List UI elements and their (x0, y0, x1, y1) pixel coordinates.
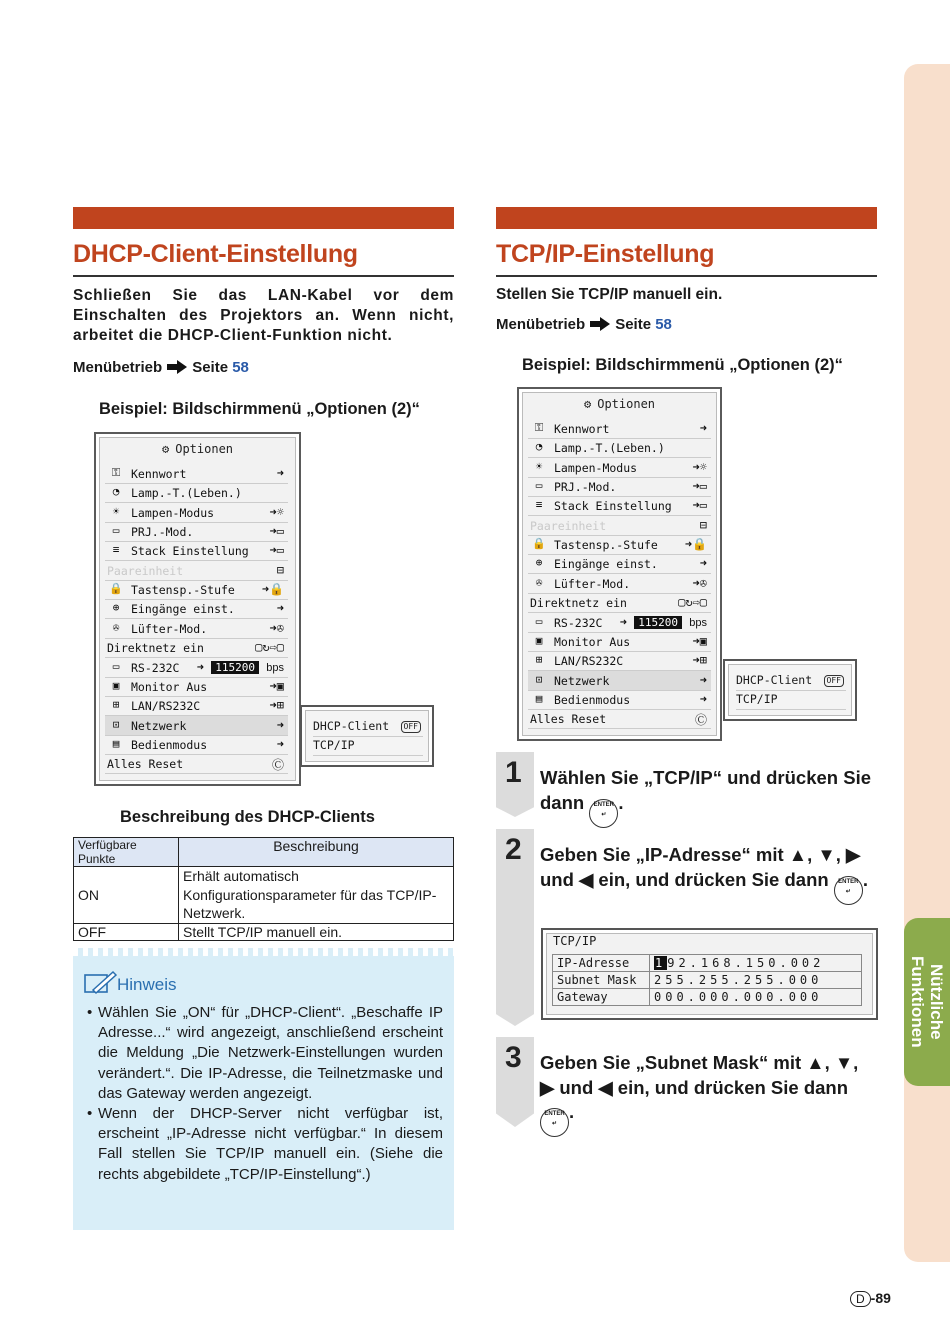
right-intro: Stellen Sie TCP/IP manuell ein. (496, 286, 723, 303)
off-icon: OFF (401, 721, 421, 733)
table-title: Beschreibung des DHCP-Clients (120, 808, 375, 826)
hint-item: • Wählen Sie „ON“ für „DHCP-Client“. „Beschaffe IP Adresse...“ wird angezeigt, anschließend erscheint die Meldung „Die Netzwerk-Einstellungen wurden verändert.“. Die IP-Adresse, die Teilnetzmaske und das Gateway werden angezeigt. (87, 1004, 443, 1102)
osd-title (519, 397, 720, 411)
osd-row[interactable] (105, 716, 288, 736)
osd-row-arrow: ⊟ (276, 562, 284, 577)
step-number: 1 (505, 756, 522, 789)
page-link[interactable]: 58 (232, 359, 249, 376)
osd-row-arrow: ➜ (276, 736, 284, 751)
rs232c-icon: ▭ (535, 614, 543, 628)
osd-row-label: PRJ.-Mod. (554, 480, 617, 495)
osd-row-value (693, 498, 707, 512)
osd-row-label: Kennwort (131, 467, 187, 481)
osd-row[interactable] (105, 754, 288, 774)
osd-row-label: Lüfter-Mod. (554, 576, 631, 591)
osd-row-label: Paareinheit (107, 563, 184, 578)
osd-row[interactable] (528, 535, 711, 555)
osd-row-label: Eingänge einst. (554, 557, 658, 572)
osd-row-value (700, 556, 707, 570)
osd-row-value (277, 563, 284, 577)
osd-row-arrow: ➜ (196, 659, 205, 674)
osd-row[interactable] (105, 619, 288, 639)
osd-row[interactable] (105, 735, 288, 755)
left-intro: Schließen Sie das LAN-Kabel vor dem Einschalten des Projektors an. Wenn nicht, arbeitet die DHCP-Client-Funktion nicht. (73, 287, 454, 344)
submenu-network (723, 659, 857, 721)
side-tab-label: Nützliche Funktionen (908, 956, 946, 1048)
osd-row-arrow: ➜▣ (269, 678, 284, 693)
osd-row[interactable] (528, 574, 711, 594)
osd-row[interactable] (105, 599, 288, 619)
osd-row[interactable] (105, 483, 288, 503)
input-icon: ⊕ (112, 601, 120, 615)
osd-row-label: Monitor Aus (131, 679, 208, 694)
osd-row-arrow: ➜ (619, 614, 628, 629)
key-icon: ⚿ (111, 466, 121, 479)
osd-row-value (693, 460, 707, 474)
osd-row-value (270, 698, 284, 712)
osd-row-value (270, 679, 284, 693)
submenu-row-dhcp[interactable] (736, 673, 846, 691)
left-section-bar (73, 207, 454, 229)
osd-row-label: RS-232C (131, 660, 180, 675)
osd-row-arrow: ➜ (699, 421, 707, 435)
input-icon: ⊕ (535, 556, 543, 570)
submenu-label: TCP/IP (313, 738, 355, 752)
table-header-description: Beschreibung (179, 838, 454, 867)
options-icon: ⚙ (583, 397, 592, 411)
osd-row-value (277, 737, 284, 751)
osd-row-arrow: ➜ (276, 466, 284, 480)
lan-icon: ⊞ (112, 698, 120, 712)
hint-item-text: Wählen Sie „ON“ für „DHCP-Client“. „Beschaffe IP Adresse...“ wird angezeigt, anschließend erscheint die Meldung „Die Netzwerk-Einstellungen wurden verändert.“. Die IP-Adresse, die Teilnetzmaske und das Gateway werden angezeigt. (98, 1004, 443, 1102)
enter-button-icon: ENTER ↵ (589, 799, 618, 828)
monitor-icon: ▣ (535, 633, 543, 647)
osd-options-menu (517, 387, 722, 741)
osd-row-value (255, 640, 284, 654)
hint-heading (83, 970, 177, 996)
table-cell-desc: Stellt TCP/IP manuell ein. (179, 923, 454, 940)
osd-row-arrow: ➜🔒 (261, 582, 284, 597)
left-title-rule (73, 275, 454, 277)
network-icon: ⊡ (535, 672, 543, 686)
osd-row[interactable] (528, 477, 711, 497)
lock-icon: 🔒 (109, 582, 123, 596)
osd-row-label: RS-232C (554, 615, 603, 630)
osd-row-arrow: ➜⊞ (692, 653, 707, 668)
osd-row-label: Paareinheit (530, 518, 607, 533)
right-title-rule (496, 275, 877, 277)
osd-row-label: LAN/RS232C (131, 699, 201, 714)
operation-icon: ▤ (535, 691, 543, 705)
table-cell-item: ON (74, 867, 179, 924)
enter-button-icon: ENTER ↵ (834, 876, 863, 905)
lamp-icon: ☀ (535, 459, 543, 473)
page-letter: D (850, 1291, 871, 1307)
osd-row-arrow: ➜ (276, 601, 284, 616)
osd-row[interactable] (528, 671, 711, 691)
osd-row[interactable] (528, 496, 711, 516)
field-label: Gateway (553, 989, 650, 1006)
step-1-text (540, 766, 875, 828)
options-icon: ⚙ (161, 442, 170, 456)
osd-row[interactable] (528, 632, 711, 652)
lamp-icon: ☀ (112, 504, 120, 518)
arrow-right-icon (167, 360, 187, 374)
baud-rate-value: 115200 (211, 661, 259, 674)
step-3-text (540, 1051, 875, 1137)
osd-row-label: Netzwerk (554, 673, 610, 688)
osd-row-arrow: Ⓒ (271, 758, 284, 773)
page-label: Seite (192, 359, 229, 376)
osd-row-label: Bedienmodus (131, 737, 208, 752)
osd-row-value (700, 673, 707, 687)
hint-item-text: Wenn der DHCP-Server nicht verfügbar ist, erscheint „IP-Adresse nicht verfügbar.“ In diesem Fall stellen Sie TCP/IP manuell ein. (Siehe die rechts abgebildete „TCP/IP-Einstellung“.) (98, 1105, 443, 1183)
rs232c-icon: ▭ (112, 659, 120, 673)
osd-row-arrow: ➜ (276, 717, 284, 732)
page-link[interactable]: 58 (655, 316, 672, 333)
osd-row-label: Alles Reset (530, 712, 607, 727)
osd-row-value (270, 543, 284, 557)
osd-row[interactable] (105, 658, 288, 678)
right-example-caption: Beispiel: Bildschirmmenü „Optionen (2)“ (522, 356, 843, 374)
field-label: IP-Adresse (553, 955, 650, 972)
baud-rate-unit: bps (689, 616, 707, 629)
osd-row-value (700, 518, 707, 532)
osd-row-value (270, 505, 284, 519)
osd-row-label: Lampen-Modus (554, 460, 638, 475)
submenu-row-tcpip[interactable] (736, 692, 846, 710)
subnet-mask-field[interactable]: 255.255.255.000 (650, 972, 862, 989)
osd-row[interactable] (105, 464, 288, 484)
osd-row[interactable] (105, 696, 288, 716)
memo-pencil-icon (83, 970, 117, 996)
tcpip-row-gateway[interactable] (553, 989, 862, 1006)
step-tail: . (618, 791, 624, 813)
osd-row[interactable] (528, 651, 711, 671)
osd-row-arrow: ➜▭ (269, 543, 284, 558)
osd-row-arrow: ➜ (699, 556, 707, 571)
step-text: Geben Sie „Subnet Mask“ mit ▲, ▼, ▶ und ◀ ein, und drücken Sie dann (540, 1052, 859, 1098)
hint-item: • Wenn der DHCP-Server nicht verfügbar ist, erscheint „IP-Adresse nicht verfügbar.“ In diesem Fall stellen Sie TCP/IP manuell ein. (Siehe die rechts abgebildete „TCP/IP-Einstellung“.) (87, 1105, 443, 1183)
osd-title-text: Optionen (175, 442, 234, 456)
osd-row-value (700, 692, 707, 706)
stack-icon: ≡ (535, 498, 543, 512)
page-number-text: -89 (870, 1290, 891, 1306)
hint-list (73, 1003, 443, 1185)
dhcp-description-table (73, 837, 454, 941)
projector-icon: ▭ (112, 524, 120, 538)
lan-icon: ⊞ (535, 653, 543, 667)
osd-row[interactable] (105, 677, 288, 697)
osd-row-arrow: ➜ (699, 691, 707, 706)
osd-row-value (262, 582, 284, 596)
projector-icon: ▭ (535, 479, 543, 493)
osd-row[interactable] (105, 638, 288, 658)
lamp-timer-icon: ◔ (535, 440, 543, 454)
osd-row-value (277, 718, 284, 732)
gateway-field[interactable]: 000.000.000.000 (650, 989, 862, 1006)
tcpip-row-ip[interactable] (553, 955, 862, 972)
table-cell-desc: Erhält automatisch Konfigurationsparameter für das TCP/IP-Netzwerk. (179, 867, 454, 924)
step-2-text (540, 843, 875, 905)
cursor-digit: 1 (655, 956, 667, 970)
enter-button-icon: ENTER ↵ (540, 1108, 569, 1137)
osd-row-label: Stack Einstellung (131, 544, 249, 559)
osd-row-arrow: ➜✇ (692, 575, 707, 590)
osd-row-value (693, 576, 707, 590)
osd-row[interactable] (105, 541, 288, 561)
table-row (74, 867, 454, 924)
osd-row[interactable] (528, 593, 711, 613)
menu-label: Menübetrieb (496, 316, 586, 333)
arrow-right-icon (590, 317, 610, 331)
page-number (850, 1290, 891, 1307)
osd-row-arrow: ➜🔒 (684, 537, 707, 552)
osd-row-arrow: ➜☼ (692, 459, 707, 474)
step-text: Geben Sie „IP-Adresse“ mit ▲, ▼, ▶ und ◀ ein, und drücken Sie dann (540, 844, 861, 890)
submenu-label: TCP/IP (736, 692, 778, 706)
osd-row-arrow: ➜⊞ (269, 698, 284, 713)
osd-row-value (693, 479, 707, 493)
osd-row-value (693, 634, 707, 648)
osd-row[interactable] (528, 709, 711, 729)
osd-row-label: Lampen-Modus (131, 505, 215, 520)
osd-row[interactable] (105, 522, 288, 542)
osd-row[interactable] (528, 516, 711, 536)
osd-row-arrow: ➜☼ (269, 504, 284, 519)
submenu-label: DHCP-Client (736, 673, 813, 687)
osd-row-value (277, 466, 284, 480)
osd-row-value (685, 537, 707, 551)
osd-row[interactable] (528, 419, 711, 439)
step-tail: . (862, 868, 868, 890)
table-row (74, 923, 454, 940)
osd-row-label: Stack Einstellung (554, 499, 672, 514)
left-example-caption: Beispiel: Bildschirmmenü „Optionen (2)“ (99, 400, 420, 418)
hint-dotted-border (73, 948, 454, 956)
osd-row-label: Lamp.-T.(Leben.) (131, 486, 242, 501)
osd-row[interactable] (528, 613, 711, 633)
osd-row-arrow: ➜▭ (692, 479, 707, 494)
lock-icon: 🔒 (532, 537, 546, 551)
left-section-title: DHCP-Client-Einstellung (73, 240, 358, 268)
osd-row-label: PRJ.-Mod. (131, 525, 194, 540)
osd-row[interactable] (528, 690, 711, 710)
osd-row-arrow: ➜▣ (692, 633, 707, 648)
stack-icon: ≡ (112, 543, 120, 557)
osd-row-arrow: ➜✇ (269, 620, 284, 635)
tcpip-fields (552, 954, 862, 1006)
submenu-network (300, 705, 434, 767)
monitor-icon: ▣ (112, 678, 120, 692)
osd-row-value (270, 524, 284, 538)
osd-row[interactable] (528, 458, 711, 478)
osd-row[interactable] (528, 554, 711, 574)
table-cell-item: OFF (74, 923, 179, 940)
lamp-timer-icon: ◔ (112, 485, 120, 499)
baud-rate-value: 115200 (634, 616, 682, 629)
osd-row-value (678, 595, 707, 609)
osd-row-arrow: ➜▭ (692, 498, 707, 513)
operation-icon: ▤ (112, 736, 120, 750)
osd-row-value (197, 660, 284, 674)
submenu-label: DHCP-Client (313, 719, 390, 733)
osd-row-arrow: Ⓒ (694, 713, 707, 728)
osd-row[interactable] (105, 580, 288, 600)
left-menu-reference (73, 359, 249, 376)
osd-row-label: Lüfter-Mod. (131, 621, 208, 636)
osd-row-label: Kennwort (554, 422, 610, 436)
tcpip-row-subnet[interactable] (553, 972, 862, 989)
osd-row-value (272, 756, 284, 773)
osd-row-value (693, 653, 707, 667)
osd-row-arrow: ▢↻⇨▢ (255, 640, 284, 655)
osd-row-arrow: ⊟ (699, 517, 707, 532)
field-value: 92.168.150.002 (667, 956, 825, 970)
network-icon: ⊡ (112, 717, 120, 731)
step-number: 3 (505, 1041, 522, 1074)
osd-row-value (620, 615, 707, 629)
field-label: Subnet Mask (553, 972, 650, 989)
osd-row-arrow: ➜▭ (269, 524, 284, 539)
osd-row-label: Bedienmodus (554, 692, 631, 707)
osd-row-arrow: ➜ (699, 672, 707, 687)
osd-row[interactable] (105, 561, 288, 581)
page-label: Seite (615, 316, 652, 333)
step-text: Wählen Sie „TCP/IP“ und drücken Sie dann (540, 767, 872, 813)
step-tail: . (569, 1101, 575, 1122)
submenu-row-dhcp[interactable] (313, 719, 423, 737)
tcpip-screen-title: TCP/IP (553, 934, 597, 948)
osd-title-text: Optionen (597, 397, 656, 411)
side-tab-nuetzliche-funktionen[interactable] (904, 918, 950, 1086)
right-section-title: TCP/IP-Einstellung (496, 240, 715, 268)
osd-row-value (700, 421, 707, 435)
osd-row-value (277, 601, 284, 615)
osd-row-label: Alles Reset (107, 757, 184, 772)
fan-icon: ✇ (112, 620, 120, 634)
baud-rate-unit: bps (266, 661, 284, 674)
fan-icon: ✇ (535, 575, 543, 589)
key-icon: ⚿ (534, 421, 544, 434)
osd-row-label: Direktnetz ein (530, 596, 627, 611)
osd-row-label: Netzwerk (131, 718, 187, 733)
osd-row-label: Tastensp.-Stufe (131, 583, 235, 598)
osd-row-label: Tastensp.-Stufe (554, 538, 658, 553)
menu-label: Menübetrieb (73, 359, 163, 376)
right-menu-reference (496, 316, 672, 333)
table-header-items: Verfügbare Punkte (74, 838, 179, 867)
hint-box (73, 948, 454, 1230)
hint-title: Hinweis (117, 975, 177, 994)
osd-row[interactable] (105, 503, 288, 523)
osd-title (96, 442, 299, 456)
right-section-bar (496, 207, 877, 229)
osd-row-label: LAN/RS232C (554, 654, 624, 669)
ip-address-field[interactable] (650, 955, 862, 972)
osd-row-value (270, 621, 284, 635)
step-number: 2 (505, 833, 522, 866)
submenu-row-tcpip[interactable] (313, 738, 423, 756)
osd-options-menu (94, 432, 301, 786)
osd-row-label: Eingänge einst. (131, 602, 235, 617)
osd-row-label: Direktnetz ein (107, 641, 204, 656)
osd-row-label: Monitor Aus (554, 634, 631, 649)
osd-row[interactable] (528, 438, 711, 458)
tcpip-input-screen (541, 928, 878, 1020)
osd-row-value (695, 711, 707, 728)
off-icon: OFF (824, 675, 844, 687)
osd-row-label: Lamp.-T.(Leben.) (554, 441, 665, 456)
osd-row-arrow: ▢↻⇨▢ (678, 595, 707, 610)
